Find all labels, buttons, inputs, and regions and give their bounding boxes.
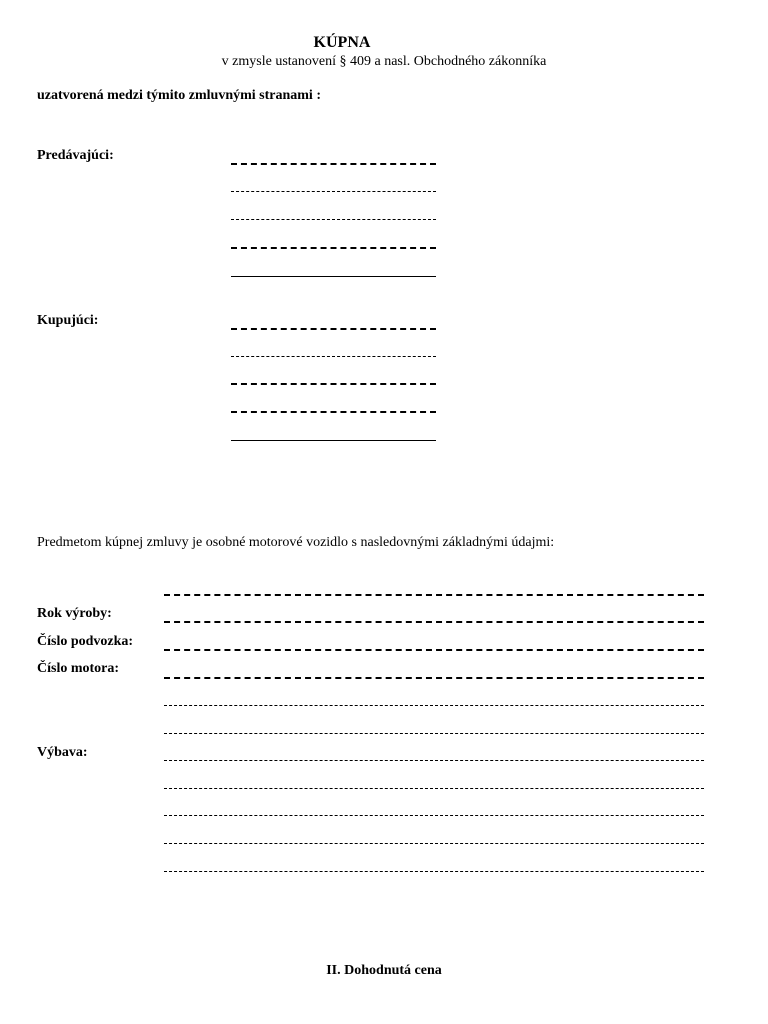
seller-blank-line bbox=[231, 276, 436, 277]
chassis-number-label: Číslo podvozka: bbox=[37, 634, 134, 649]
seller-blank-line bbox=[231, 219, 436, 220]
vehicle-blank-line bbox=[164, 621, 704, 623]
vehicle-blank-line bbox=[164, 705, 704, 706]
seller-blank-line bbox=[231, 191, 436, 192]
year-of-manufacture-label: Rok výroby: bbox=[37, 606, 112, 621]
vehicle-blank-line bbox=[164, 788, 704, 789]
buyer-blank-line bbox=[231, 411, 436, 413]
equipment-label: Výbava: bbox=[37, 745, 88, 760]
vehicle-blank-line bbox=[164, 871, 704, 872]
buyer-blank-line bbox=[231, 328, 436, 330]
vehicle-blank-line bbox=[164, 733, 704, 734]
seller-blank-line bbox=[231, 247, 436, 249]
document-title: KÚPNA bbox=[313, 34, 371, 51]
seller-blank-line bbox=[231, 163, 436, 165]
parties-intro: uzatvorená medzi týmito zmluvnými stranami : bbox=[37, 88, 321, 103]
vehicle-blank-line bbox=[164, 760, 704, 761]
vehicle-blank-line bbox=[164, 677, 704, 679]
section-heading-price: II. Dohodnutá cena bbox=[326, 963, 442, 978]
engine-number-label: Číslo motora: bbox=[37, 661, 120, 676]
contract-subject-text: Predmetom kúpnej zmluvy je osobné motorové vozidlo s nasledovnými základnými údajmi: bbox=[37, 535, 555, 550]
buyer-blank-line bbox=[231, 356, 436, 357]
vehicle-blank-line bbox=[164, 843, 704, 844]
buyer-label: Kupujúci: bbox=[37, 313, 99, 328]
document-subtitle: v zmysle ustanovení § 409 a nasl. Obchodného zákonníka bbox=[221, 54, 547, 69]
vehicle-blank-line bbox=[164, 815, 704, 816]
seller-label: Predávajúci: bbox=[37, 148, 114, 163]
vehicle-blank-line bbox=[164, 649, 704, 651]
vehicle-blank-line bbox=[164, 594, 704, 596]
buyer-blank-line bbox=[231, 440, 436, 441]
buyer-blank-line bbox=[231, 383, 436, 385]
